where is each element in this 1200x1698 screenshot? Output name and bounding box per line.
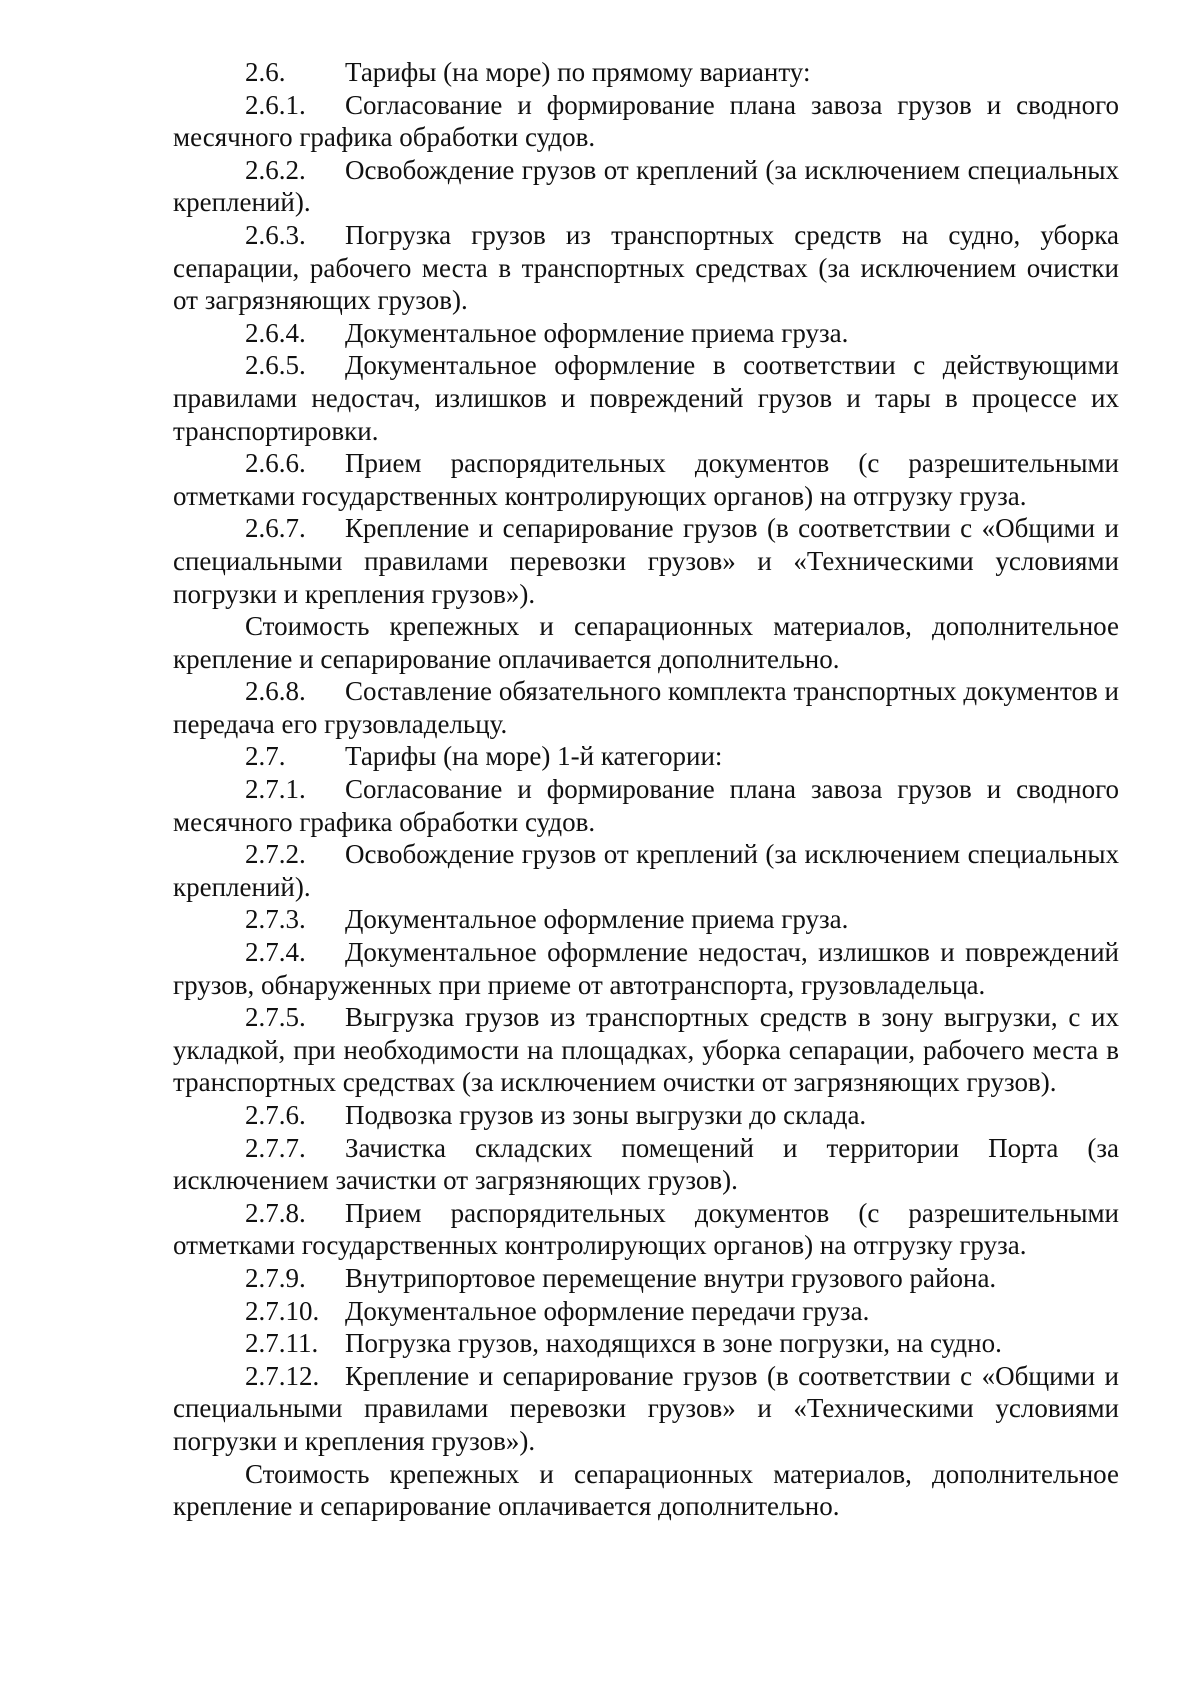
paragraph-text: Прием распорядительных документов (с разрешительными отметками государственных контролирующих органов) на отгрузку груза. [173,448,1119,511]
paragraph-number: 2.6.7. [245,513,306,544]
paragraph-number: 2.7.3. [245,904,306,935]
paragraph-text: Погрузка грузов из транспортных средств на судно, уборка сепарации, рабочего места в транспортных средствах (за исключением очистки от загрязняющих грузов). [173,219,1119,316]
paragraph-number: 2.7.2. [245,839,306,870]
paragraph-number: 2.7.7. [245,1132,306,1163]
paragraph-number: 2.7.1. [245,774,306,805]
document-paragraph [173,512,1119,610]
paragraph-text: Стоимость крепежных и сепарационных материалов, дополнительное крепление и сепарирование оплачивается дополнительно. [173,1458,1119,1522]
paragraph-text: Документальное оформление в соответствии с действующими правилами недостач, излишков и повреждений грузов и тары в процессе их транспортировки. [173,350,1119,446]
paragraph-number: 2.7.10. [245,1295,320,1326]
paragraph-text: Выгрузка грузов из транспортных средств в зону выгрузки, с их укладкой, при необходимости на площадках, уборка сепарации, рабочего места в транспортных средствах (за исключением очистки от загрязняющих грузов). [173,1002,1119,1098]
paragraph-number: 2.7.6. [245,1100,306,1130]
document-paragraph [173,773,1119,838]
document-paragraph [173,1262,1119,1295]
document-paragraph [173,1099,1119,1132]
paragraph-text: Составление обязательного комплекта транспортных документов и передача его грузовладельцу. [173,676,1119,739]
document-paragraph [173,675,1119,740]
paragraph-number: 2.7.5. [245,1002,306,1033]
paragraph-text: Крепление и сепарирование грузов (в соответствии с «Общими и специальными правилами перевозки грузов» и «Техническими условиями погрузки и крепления грузов»). [173,1360,1119,1456]
paragraph-number: 2.6. [245,57,286,87]
document-paragraph [173,447,1119,512]
paragraph-number: 2.7.12. [245,1360,320,1391]
paragraph-number: 2.7.9. [245,1262,306,1293]
document-paragraph [173,317,1119,350]
document-paragraph [173,1132,1119,1197]
paragraph-number: 2.6.1. [245,89,306,120]
paragraph-text: Освобождение грузов от креплений (за исключением специальных креплений). [173,839,1119,902]
paragraph-number: 2.7.4. [245,937,306,968]
document-paragraph [173,936,1119,1001]
paragraph-number: 2.7. [245,741,286,772]
document-paragraph [173,610,1119,675]
paragraph-text: Документальное оформление приема груза. [345,317,849,348]
paragraph-text: Освобождение грузов от креплений (за исключением специальных креплений). [173,154,1119,218]
paragraph-number: 2.6.6. [245,448,306,479]
paragraph-number: 2.6.5. [245,350,306,381]
paragraph-text: Согласование и формирование плана завоза грузов и сводного месячного графика обработки судов. [173,89,1119,153]
document-paragraph [173,1360,1119,1458]
document-paragraph [173,154,1119,219]
paragraph-text: Зачистка складских помещений и территории Порта (за исключением зачистки от загрязняющих грузов). [173,1132,1119,1196]
document-page [173,56,1119,1523]
paragraph-number: 2.6.4. [245,317,306,348]
paragraph-text: Стоимость крепежных и сепарационных материалов, дополнительное крепление и сепарирование оплачивается дополнительно. [173,611,1119,674]
document-paragraph [173,56,1119,89]
document-paragraph [173,740,1119,773]
paragraph-text: Тарифы (на море) по прямому варианту: [345,57,811,87]
paragraph-text: Согласование и формирование плана завоза грузов и сводного месячного графика обработки судов. [173,774,1119,837]
paragraph-number: 2.6.8. [245,676,306,707]
paragraph-text: Прием распорядительных документов (с разрешительными отметками государственных контролирующих органов) на отгрузку груза. [173,1197,1119,1261]
paragraph-text: Тарифы (на море) 1-й категории: [345,741,723,772]
paragraph-text: Погрузка грузов, находящихся в зоне погрузки, на судно. [345,1328,1002,1359]
document-paragraph [173,219,1119,317]
paragraph-number: 2.7.11. [245,1328,319,1359]
document-paragraph [173,89,1119,154]
paragraph-number: 2.6.2. [245,154,306,185]
document-paragraph [173,903,1119,936]
paragraph-text: Внутрипортовое перемещение внутри грузового района. [345,1262,997,1293]
paragraph-text: Документальное оформление передачи груза. [345,1295,870,1326]
paragraph-text: Документальное оформление приема груза. [345,904,849,935]
document-paragraph [173,1327,1119,1360]
document-paragraph [173,1001,1119,1099]
document-paragraph [173,838,1119,903]
document-paragraph [173,1458,1119,1523]
paragraph-number: 2.6.3. [245,219,306,250]
document-paragraph [173,349,1119,447]
document-paragraph [173,1295,1119,1328]
paragraph-text: Подвозка грузов из зоны выгрузки до склада. [345,1100,867,1130]
paragraph-text: Документальное оформление недостач, излишков и повреждений грузов, обнаруженных при приеме от автотранспорта, грузовладельца. [173,937,1119,1000]
document-paragraph [173,1197,1119,1262]
paragraph-number: 2.7.8. [245,1197,306,1228]
paragraph-text: Крепление и сепарирование грузов (в соответствии с «Общими и специальными правилами перевозки грузов» и «Техническими условиями погрузки и крепления грузов»). [173,513,1119,609]
